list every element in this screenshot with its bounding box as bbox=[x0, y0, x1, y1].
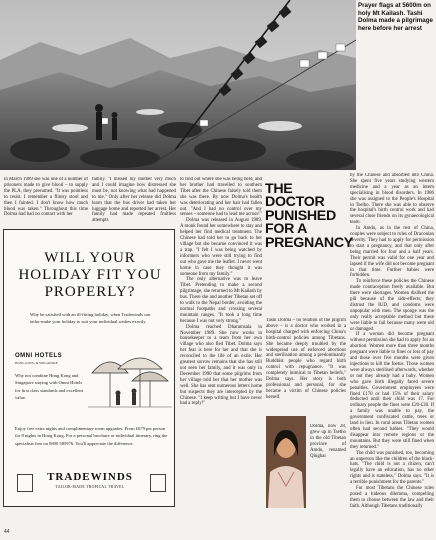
paragraph: family. "I missed my mother very much and I could imagine how distressed she must be, not knowing what had happened to me." Only after her release did Dolma learn that the bus driver had taken her luggage home and reported her arrest. Her family had made repeated fruitless attempts bbox=[92, 177, 176, 224]
paragraph: If a woman did become pregnant without permission she had to apply for an abortion. Women more than three months pregnant were liable to fines or loss of pay and those over five months were given injections to kill the foetus. Those women were always sterilised afterwards, whether or not they already had a baby. Women who gave birth illegally faced severe penalties. Government employees were fined £170 or had 15% of their salary deducted until their child was 17. For ordinary people the fines were £20-£30. If a family was unable to pay, the government confiscated cattle, trees or land in lieu. In rural areas Tibetan women often had second babies. "They would disappear into remote regions or the mountains. But they were still fined when they returned." bbox=[350, 332, 434, 450]
article-headline bbox=[265, 181, 353, 251]
headline-line: PREGNANCY bbox=[265, 234, 353, 251]
headline-line: FOR A bbox=[265, 221, 308, 238]
prayer-flags-image bbox=[0, 0, 356, 170]
paragraph: The child was punished, too, becoming an unperson like the children of the black-hats. "The child is not a citizen, can't legally have an education, has no other rights and is stateless," Dolma says. "It is a terrible punishment for the parents." bbox=[350, 450, 434, 486]
paragraph: Dolma reached Dharamsala in November 1989. She now works in housekeeper to a team from her own village who also fled Tibet. Dolma says her fear is here for her and that she is reconciled to the life of an exile. Her greatest sorrow remains that she has still not seen her family, and it was only in December 1990 that some pilgrims from her village told her that her mother was well. She has sent numerous letters home but suspects they are intercepted by the Chinese. "I keep writing but I have never had a reply!" bbox=[180, 324, 262, 407]
article-column-4 bbox=[266, 318, 346, 414]
paragraph: Dolma, now 28, grew up in Tsetho in the old Tibetan province of Amdo, renamed Qinghai bbox=[310, 424, 346, 459]
paragraph: The only alternative was to leave Tibet. Pretending to make a second pilgrimage, she returned to Mt Kailash by bus. There she and another Tibetan set off to walk to the Nepal border, avoiding the normal footpaths and crossing several mountain ranges. "It took a long time because I was not very strong." bbox=[180, 277, 262, 324]
paragraph: To reinforce these policies the Chinese made contraception freely available. But there were shortages. Women disliked the pill because of the side-effects; they distrust the IUD, and condoms were unpopular with men. The sponge was the only really acceptable method but these were liable to fail because many were old or damaged. bbox=[350, 279, 434, 332]
photo-caption: Prayer flags at 5600m on holy Mt Kailash. Tashi Dolma made a pilgrimage here before her arrest bbox=[358, 2, 433, 32]
tashi-dolma-portrait bbox=[266, 416, 306, 508]
article-column-1 bbox=[4, 177, 88, 227]
headline-line: THE DOCTOR bbox=[265, 181, 325, 211]
atol-logo-icon bbox=[150, 474, 166, 492]
paragraph: For most Tibetans the Chinese rules posed a hideous dilemma, compelling them to choose between the law and their faith. Although Tibetans traditionally bbox=[350, 486, 434, 509]
paragraph: Dolma was released in August 1989. A monk found her somewhere to stay and helped her find medical treatment. The Chinese had told her to go back to her village but she became convinced it was a trap. "I felt I was being watched by informers who were still trying to find out who gave me the leaflet. I never went home in case they thought it was someone from my family." bbox=[180, 218, 262, 277]
paragraph: to find out where she was being held, and her brother had travelled to southern Tibet after the Chinese falsely told them she was there. By now Dolma's health was deteriorating and her hair had fallen out. "And I had no control over my senses – someone had to lead me across!" bbox=[180, 177, 262, 218]
tradewinds-tagline: TAILOR-MADE TROPICAL TRAVEL bbox=[55, 485, 125, 489]
advert-headline-line: HOLIDAY FIT YOU bbox=[18, 267, 162, 283]
paragraph: Tashi Dolma – no relation of the pilgrim above – is a doctor who worked in a hospital charged with enforcing China's birth-control policies among Tibetans. She became deeply troubled by the widespread use of enforced abortions and sterilisation among a predominantly Buddhist people who regard birth control with repugnance. "It was completely inimical to Tibetan beliefs," Dolma says. Her story is both professional and personal, for she became a victim of Chinese policies herself. bbox=[266, 318, 346, 400]
paragraph: In Amdo, as in the rest of China, couples were subject to rules of Draconian severity. They had to apply for permission to start a pregnancy, and that only after being married for four and a half years. Their permit was valid for one year and lapsed if the wife did not become pregnant in that time. Further babies were forbidden. bbox=[350, 226, 434, 279]
article-column-2 bbox=[92, 177, 176, 227]
tradewinds-logo-text: TRADEWINDS bbox=[47, 471, 133, 483]
headline-line: PUNISHED bbox=[265, 207, 336, 224]
advert-offer-text: Enjoy free extra nights and complimentary room upgrades. From £679 per person for 8 nights in Hong Kong. For a personal brochure or individual itinerary, ring the specialists free on 0800 585976. You'll appreciate the difference. bbox=[15, 426, 168, 446]
paragraph: by the Chinese and absorbed into China. She spent five years studying western medicine and a year as an intern specialising in blood disorders. In 1986 she was assigned to the People's Hospital in Tselho. There she was able to observe the hospital's birth control work and had several close friends on its gynaecological team. bbox=[350, 173, 434, 226]
advert-omni-text: Why not combine Hong Kong and Singapore staying with Omni Hotels for first class standards and excellent value. bbox=[15, 373, 83, 401]
abta-logo-icon bbox=[17, 474, 33, 492]
parasols-illustration bbox=[88, 347, 172, 413]
advert-intro-text: Why be satisfied with an ill-fitting holiday, when Tradewinds can tailor-make your holiday to suit your individual wishes exactly. bbox=[30, 312, 151, 325]
advert-headline-line: WILL YOUR bbox=[44, 250, 136, 266]
portrait-image bbox=[266, 416, 306, 508]
article-column-3 bbox=[180, 177, 262, 495]
advert-headline bbox=[12, 250, 168, 301]
omni-hotels-logo-text: OMNI HOTELS bbox=[15, 353, 63, 359]
article-column-4-continued bbox=[310, 424, 346, 506]
mt-kailash-photo bbox=[0, 0, 356, 170]
advert-headline-line: PROPERLY? bbox=[44, 284, 136, 300]
paragraph: in March 1989 she was one of a number of prisoners made to give blood – to supply the PLA, they presumed. "It was pointless to resist. I remember a flimsy stool and then I fainted. I don't know how much blood was taken." Throughout this time Dolma had had no contact with her bbox=[4, 177, 88, 218]
article-column-5 bbox=[350, 173, 434, 538]
page-number: 44 bbox=[4, 529, 10, 535]
omni-hotels-subtitle: HONG KONG & SINGAPORE bbox=[15, 361, 58, 365]
tradewinds-advert bbox=[3, 229, 175, 507]
